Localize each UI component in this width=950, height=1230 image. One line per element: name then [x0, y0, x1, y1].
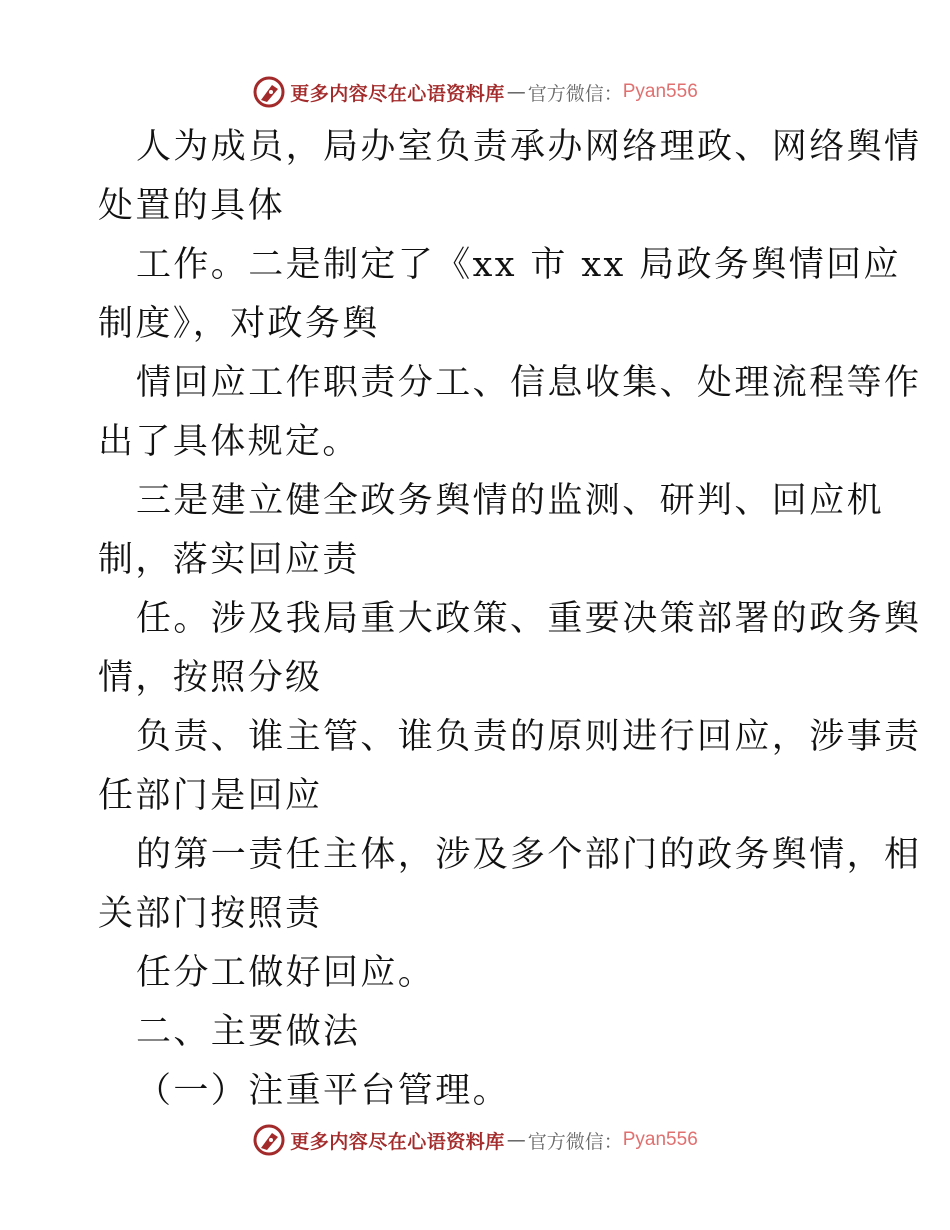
- footer-wechat-id: Pyan556: [622, 1129, 698, 1150]
- footer-dash: —: [506, 1129, 526, 1151]
- footer-brand-text: 更多内容尽在心语资料库: [290, 1130, 505, 1153]
- pen-nib-logo-icon: [252, 75, 286, 109]
- paragraph-line: 出了具体规定。: [98, 422, 360, 462]
- footer-contact-label: 官方微信：: [527, 1130, 623, 1153]
- header-wechat-id: Pyan556: [622, 81, 698, 102]
- pen-nib-logo-icon: [252, 1123, 286, 1157]
- header-banner: [0, 72, 950, 112]
- section-heading: 二、主要做法: [136, 1012, 361, 1052]
- paragraph-line: 三是建立健全政务舆情的监测、研判、回应机: [136, 481, 885, 521]
- subsection-heading: （一）注重平台管理。: [136, 1071, 511, 1111]
- paragraph-line: 工作。二是制定了《xx 市 xx 局政务舆情回应: [136, 245, 901, 285]
- header-dash: —: [506, 81, 526, 103]
- paragraph-line: 的第一责任主体，涉及多个部门的政务舆情，相: [136, 835, 922, 875]
- paragraph-line: 制，落实回应责: [98, 540, 360, 580]
- paragraph-line: 关部门按照责: [98, 894, 323, 934]
- paragraph-line: 情，按照分级: [98, 658, 323, 698]
- header-contact-label: 官方微信：: [527, 82, 623, 105]
- paragraph-line: 任。涉及我局重大政策、重要决策部署的政务舆: [136, 599, 922, 639]
- paragraph-line: 任分工做好回应。: [136, 953, 436, 993]
- paragraph-line: 情回应工作职责分工、信息收集、处理流程等作: [136, 363, 922, 403]
- paragraph-line: 负责、谁主管、谁负责的原则进行回应，涉事责: [136, 717, 922, 757]
- paragraph-line: 人为成员，局办室负责承办网络理政、网络舆情: [136, 127, 922, 167]
- header-brand-text: 更多内容尽在心语资料库: [290, 82, 505, 105]
- document-body: [98, 118, 922, 1121]
- paragraph-line: 制度》，对政务舆: [98, 304, 380, 344]
- paragraph-line: 处置的具体: [98, 186, 286, 226]
- footer-banner: [0, 1120, 950, 1160]
- paragraph-line: 任部门是回应: [98, 776, 323, 816]
